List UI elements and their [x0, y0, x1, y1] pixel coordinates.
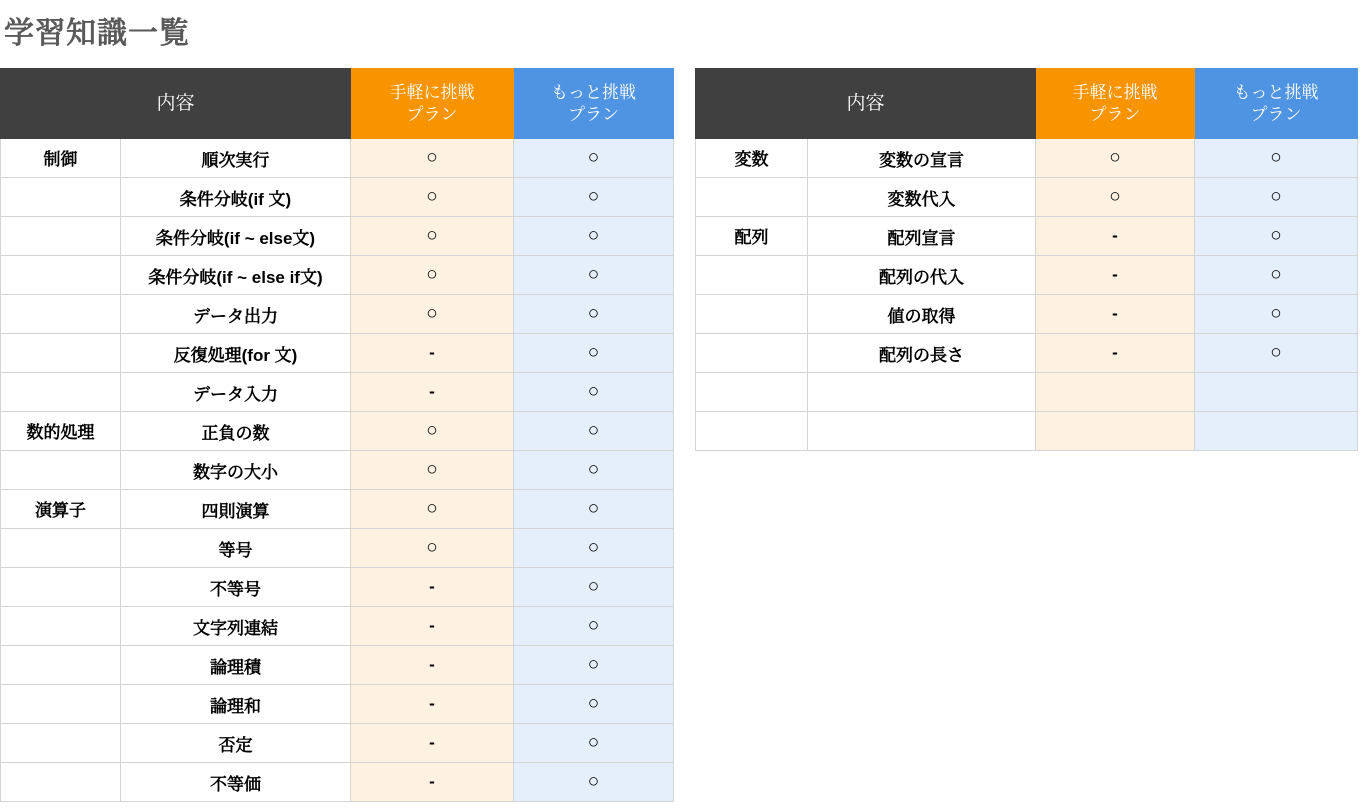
- plan-a-cell: ○: [1036, 139, 1195, 178]
- table-row: [696, 373, 1358, 412]
- plan-b-cell: ○: [1195, 334, 1358, 373]
- row-category: [1, 178, 121, 217]
- table-row: [696, 334, 1358, 373]
- table-row: [1, 373, 674, 412]
- table-row: [1, 217, 674, 256]
- row-item: 条件分岐(if 文): [121, 178, 351, 217]
- plan-b-line1: もっと挑戦: [551, 83, 637, 103]
- left-table-wrapper: [0, 68, 674, 802]
- learning-topics-table-right: [695, 68, 1358, 451]
- row-category: [696, 334, 808, 373]
- row-item: 条件分岐(if ~ else文): [121, 217, 351, 256]
- plan-b-cell: [1195, 412, 1358, 451]
- plan-b-cell: ○: [514, 334, 674, 373]
- row-category: [1, 724, 121, 763]
- row-category: [696, 256, 808, 295]
- plan-a-cell: ○: [351, 490, 514, 529]
- plan-b-cell: ○: [1195, 295, 1358, 334]
- table-row: [1, 295, 674, 334]
- row-category: [696, 373, 808, 412]
- plan-a-cell: ○: [351, 451, 514, 490]
- column-header-plan-b: [514, 69, 674, 139]
- table-row: [1, 451, 674, 490]
- table-row: [1, 607, 674, 646]
- row-item: 順次実行: [121, 139, 351, 178]
- table-row: [1, 178, 674, 217]
- plan-a-line1: 手軽に挑戦: [1072, 83, 1158, 103]
- table-row: [696, 295, 1358, 334]
- table-row: [1, 646, 674, 685]
- row-item: データ入力: [121, 373, 351, 412]
- plan-a-cell: ○: [351, 178, 514, 217]
- plan-b-cell: ○: [514, 256, 674, 295]
- row-item: 値の取得: [808, 295, 1036, 334]
- row-category: [1, 529, 121, 568]
- plan-a-cell: ○: [351, 217, 514, 256]
- table-row: [1, 568, 674, 607]
- row-item: [808, 412, 1036, 451]
- plan-b-cell: ○: [514, 646, 674, 685]
- plan-a-cell: ○: [351, 529, 514, 568]
- plan-b-cell: ○: [514, 217, 674, 256]
- plan-b-cell: ○: [514, 373, 674, 412]
- row-item: 配列宣言: [808, 217, 1036, 256]
- plan-b-cell: ○: [514, 412, 674, 451]
- row-category: [1, 646, 121, 685]
- row-item: [808, 373, 1036, 412]
- plan-b-cell: ○: [1195, 256, 1358, 295]
- row-category: [1, 217, 121, 256]
- plan-a-cell: [1036, 373, 1195, 412]
- row-item: 条件分岐(if ~ else if文): [121, 256, 351, 295]
- plan-a-cell: -: [351, 373, 514, 412]
- plan-a-cell: -: [351, 685, 514, 724]
- plan-b-line2: プラン: [1250, 104, 1302, 124]
- plan-a-cell: -: [351, 724, 514, 763]
- plan-b-cell: ○: [514, 295, 674, 334]
- page-title: 学習知識一覧: [4, 17, 190, 50]
- plan-a-cell: -: [351, 646, 514, 685]
- plan-b-cell: ○: [514, 451, 674, 490]
- row-item: 変数の宣言: [808, 139, 1036, 178]
- row-category: [1, 295, 121, 334]
- row-item: 不等号: [121, 568, 351, 607]
- row-item: 変数代入: [808, 178, 1036, 217]
- plan-b-cell: [1195, 373, 1358, 412]
- header-row: [696, 69, 1358, 139]
- plan-a-cell: ○: [351, 139, 514, 178]
- table-row: [696, 256, 1358, 295]
- table-body-left: [1, 139, 674, 802]
- plan-a-cell: -: [351, 607, 514, 646]
- right-table-wrapper: [695, 68, 1357, 451]
- plan-a-line1: 手軽に挑戦: [389, 83, 475, 103]
- table-row: [696, 217, 1358, 256]
- row-item: 正負の数: [121, 412, 351, 451]
- table-header-left: [1, 69, 674, 139]
- plan-b-cell: ○: [514, 178, 674, 217]
- row-item: 数字の大小: [121, 451, 351, 490]
- row-category: 数的処理: [1, 412, 121, 451]
- plan-b-cell: ○: [514, 490, 674, 529]
- plan-b-cell: ○: [514, 607, 674, 646]
- table-row: [1, 334, 674, 373]
- row-category: [696, 412, 808, 451]
- table-row: [696, 139, 1358, 178]
- row-item: 否定: [121, 724, 351, 763]
- plan-a-cell: [1036, 412, 1195, 451]
- plan-b-cell: ○: [1195, 178, 1358, 217]
- row-category: [1, 685, 121, 724]
- plan-a-cell: ○: [1036, 178, 1195, 217]
- row-item: 反復処理(for 文): [121, 334, 351, 373]
- table-row: [1, 685, 674, 724]
- row-category: [696, 295, 808, 334]
- table-row: [1, 529, 674, 568]
- column-header-plan-b: [1195, 69, 1358, 139]
- row-category: [1, 607, 121, 646]
- row-category: [1, 568, 121, 607]
- row-category: [1, 763, 121, 802]
- row-item: 配列の長さ: [808, 334, 1036, 373]
- plan-b-cell: ○: [514, 568, 674, 607]
- table-row: [696, 178, 1358, 217]
- table-row: [1, 256, 674, 295]
- row-category: [1, 256, 121, 295]
- table-row: [1, 490, 674, 529]
- row-category: [1, 373, 121, 412]
- row-category: [696, 178, 808, 217]
- row-category: 演算子: [1, 490, 121, 529]
- plan-b-cell: ○: [514, 139, 674, 178]
- table-row: [1, 139, 674, 178]
- row-item: 文字列連結: [121, 607, 351, 646]
- row-item: データ出力: [121, 295, 351, 334]
- plan-a-cell: -: [1036, 217, 1195, 256]
- row-category: 配列: [696, 217, 808, 256]
- header-row: [1, 69, 674, 139]
- plan-b-line1: もっと挑戦: [1233, 83, 1319, 103]
- plan-a-cell: -: [351, 334, 514, 373]
- plan-a-line2: プラン: [1089, 104, 1141, 124]
- plan-b-cell: ○: [514, 685, 674, 724]
- plan-b-cell: ○: [514, 529, 674, 568]
- plan-b-cell: ○: [514, 763, 674, 802]
- table-header-right: [696, 69, 1358, 139]
- row-category: 変数: [696, 139, 808, 178]
- plan-a-cell: -: [351, 568, 514, 607]
- table-row: [1, 763, 674, 802]
- row-item: 論理積: [121, 646, 351, 685]
- plan-a-cell: -: [351, 763, 514, 802]
- column-header-plan-a: [1036, 69, 1195, 139]
- plan-b-line2: プラン: [568, 104, 620, 124]
- table-row: [1, 412, 674, 451]
- row-item: 等号: [121, 529, 351, 568]
- column-header-content: 内容: [1, 69, 351, 139]
- plan-a-cell: -: [1036, 256, 1195, 295]
- plan-a-cell: ○: [351, 295, 514, 334]
- plan-a-line2: プラン: [406, 104, 458, 124]
- row-category: [1, 451, 121, 490]
- row-item: 配列の代入: [808, 256, 1036, 295]
- row-item: 論理和: [121, 685, 351, 724]
- row-item: 四則演算: [121, 490, 351, 529]
- plan-b-cell: ○: [1195, 139, 1358, 178]
- table-row: [696, 412, 1358, 451]
- table-body-right: [696, 139, 1358, 451]
- column-header-content: 内容: [696, 69, 1036, 139]
- plan-b-cell: ○: [514, 724, 674, 763]
- table-row: [1, 724, 674, 763]
- plan-a-cell: -: [1036, 295, 1195, 334]
- plan-a-cell: ○: [351, 256, 514, 295]
- learning-topics-table-left: [0, 68, 674, 802]
- row-item: 不等価: [121, 763, 351, 802]
- row-category: 制御: [1, 139, 121, 178]
- column-header-plan-a: [351, 69, 514, 139]
- plan-a-cell: -: [1036, 334, 1195, 373]
- plan-b-cell: ○: [1195, 217, 1358, 256]
- plan-a-cell: ○: [351, 412, 514, 451]
- row-category: [1, 334, 121, 373]
